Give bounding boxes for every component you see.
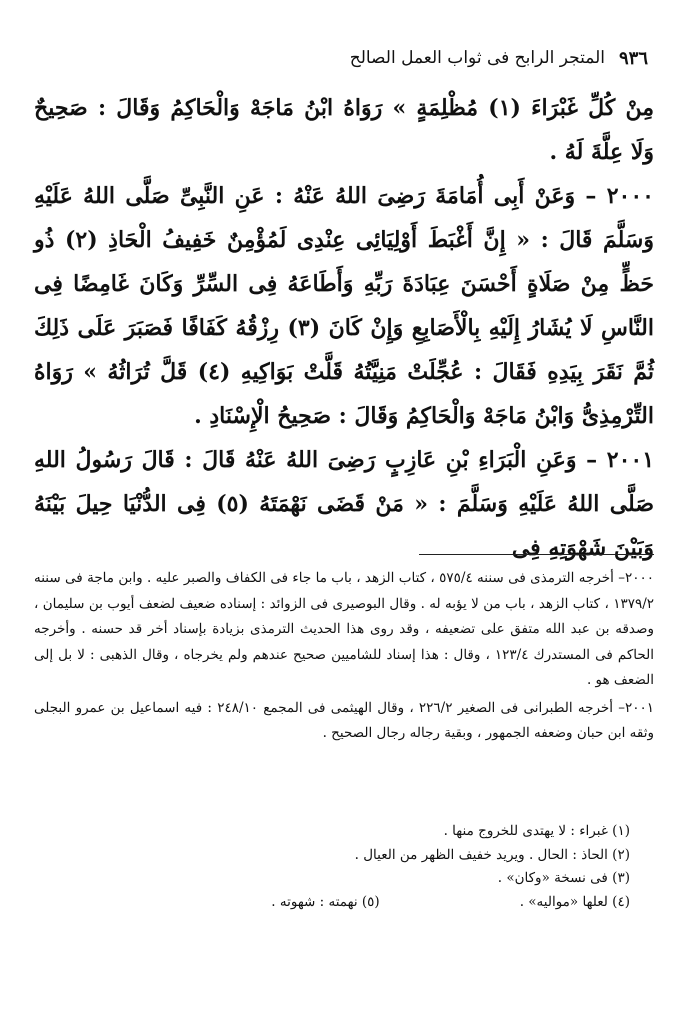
gloss-1: (١) غبراء : لا يهتدى للخروج منها . xyxy=(443,823,630,839)
gloss-4: (٤) لعلها «مواليه» . xyxy=(519,893,630,910)
page-number: ٩٣٦ xyxy=(618,47,648,69)
note-2000: ٢٠٠٠– أخرجه الترمذى فى سننه ٥٧٥/٤ ، كتاب الزهد ، باب ما جاء فى الكفاف والصبر عليه . وابن ماجة فى سننه ١٣٧٩/٢ ، كتاب الزهد ، باب من لا يؤبه له . وقال البوصيرى فى الزوائد : إسناده ضعيف لضعف أيوب بن سليمان ، وصدقه بن عبد الله متفق على تضعيفه ، وقد روى هذا الحديث الترمذى بزيادة بإسناد أخر قد حسنه . وأخرجه الحاكم فى المستدرك ١٢٣/٤ ، وقال : هذا إسناد للشاميين صحيح عندهم ولم يخرجاه ، وقال الذهبى : لا بل إلى الضعف هو . xyxy=(34,570,654,688)
main-text xyxy=(34,86,654,570)
footnote-separator xyxy=(419,554,654,555)
running-header xyxy=(40,44,648,72)
note-2001: ٢٠٠١– أخرجه الطبرانى فى الصغير ٢٢٦/٢ ، وقال الهيثمى فى المجمع ٢٤٨/١٠ : فيه اسماعيل بن عمرو البجلى وثقه ابن حبان وضعفه الجمهور ، وبقية رجاله رجال الصحيح . xyxy=(34,699,654,741)
hadith-2000: ٢٠٠٠ – وَعَنْ أَبِى أُمَامَةَ رَضِىَ اللهُ عَنْهُ : عَنِ النَّبِىِّ صَلَّى اللهُ عَلَيْهِ وَسَلَّمَ قَالَ : « إِنَّ أَغْبَطَ أَوْلِيَائِى عِنْدِى لَمُؤْمِنٌ خَفِيفُ الْحَاذِ (٢) ذُو حَظٍّ مِنْ صَلَاةٍ أَحْسَنَ عِبَادَةَ رَبِّهِ وَأَطَاعَهُ فِى السِّرِّ وَكَانَ غَامِضًا فِى النَّاسِ لَا يُشَارُ إِلَيْهِ بِالْأَصَابِعِ وَإِنْ كَانَ (٣) رِزْقُهُ كَفَافًا فَصَبَرَ عَلَى ذَلِكَ ثُمَّ نَقَرَ بِيَدِهِ فَقَالَ : عُجِّلَتْ مَنِيَّتُهُ قَلَّتْ بَوَاكِيهِ (٤) قَلَّ تُرَاثُهُ » رَوَاهُ التِّرْمِذِىُّ وَابْنُ مَاجَهْ وَالْحَاكِمُ وَقَالَ : صَحِيحُ الْإِسْنَادِ . xyxy=(34,183,655,429)
gloss-row-4-5 xyxy=(60,891,630,915)
gloss-2: (٢) الحاذ : الحال . ويريد خفيف الظهر من العيال . xyxy=(354,846,630,863)
word-glosses xyxy=(60,820,630,914)
takhrij-notes xyxy=(34,566,654,749)
paragraph-continuation: مِنْ كُلِّ غَبْرَاءَ (١) مُظْلِمَةٍ » رَوَاهُ ابْنُ مَاجَهْ وَالْحَاكِمُ وَقَالَ : صَحِيحٌ وَلَا عِلَّةَ لَهُ . xyxy=(34,95,654,165)
gloss-3: (٣) فى نسخة «وكان» . xyxy=(497,870,630,886)
hadith-2001: ٢٠٠١ – وَعَنِ الْبَرَاءِ بْنِ عَازِبٍ رَضِىَ اللهُ عَنْهُ قَالَ : قَالَ رَسُولُ اللهِ صَلَّى اللهُ عَلَيْهِ وَسَلَّمَ : « مَنْ قَضَى نَهْمَتَهُ (٥) فِى الدُّنْيَا حِيلَ بَيْنَهُ وَبَيْنَ شَهْوَتِهِ فِى xyxy=(34,447,655,561)
running-title: المتجر الرابح فى ثواب العمل الصالح xyxy=(349,48,605,68)
gloss-5: (٥) نهمته : شهوته . xyxy=(271,893,380,910)
